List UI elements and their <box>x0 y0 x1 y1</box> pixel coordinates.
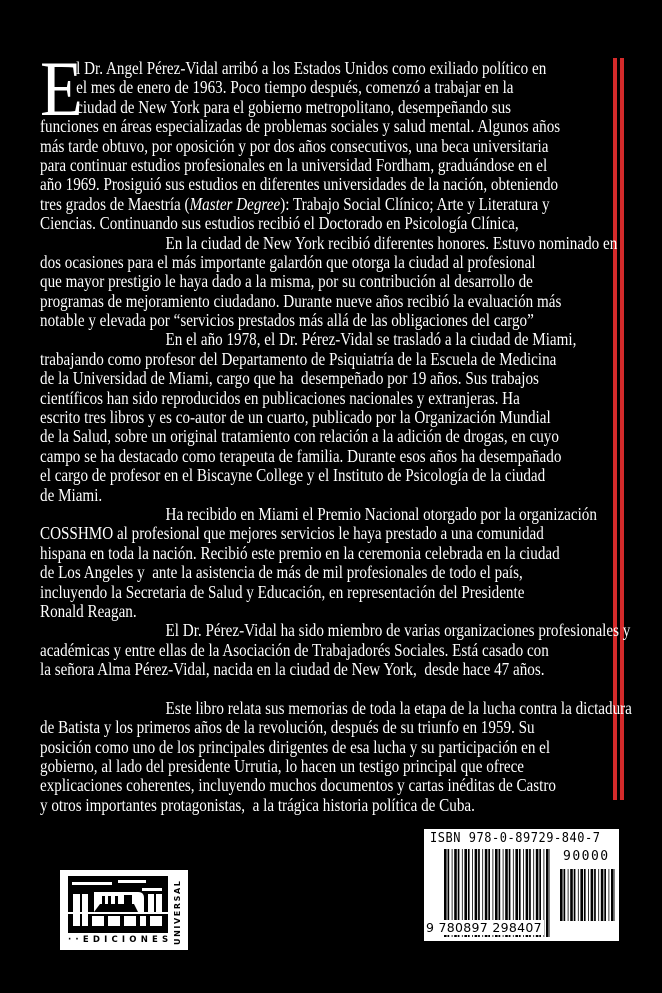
price-addon-digits: 90000 <box>563 849 610 864</box>
ean-digits: 9 780897 298407 <box>426 920 542 935</box>
text-line: la señora Alma Pérez-Vidal, nacida en la ciudad de New York, desde hace 47 años. <box>40 659 545 680</box>
text-line: Este libro relata sus memorias de toda la etapa de la lucha contra la dictadura <box>165 697 632 718</box>
text-line: escrito tres libros y es co-autor de un cuarto, publicado por la Organización Mundial <box>40 407 551 428</box>
text-line: gobierno, al lado del presidente Urrutia, lo hacen un testigo principal que ofrece <box>40 756 525 777</box>
red-accent-bar-left <box>613 58 617 800</box>
drop-cap-letter: E <box>40 45 83 132</box>
isbn-barcode <box>424 829 619 941</box>
text-line: tres grados de Maestría (Master Degree): Trabajo Social Clínico; Arte y Literatura y <box>40 193 550 214</box>
text-line: el mes de enero de 1963. Poco tiempo después, comenzó a trabajar en la <box>76 77 514 98</box>
text-line: funciones en áreas especializadas de problemas sociales y salud mental. Algunos años <box>40 116 561 137</box>
text-line: trabajando como profesor del Departamento de Psiquiatría de la Escuela de Medicina <box>40 348 557 369</box>
isbn-label: ISBN 978-0-89729-840-7 <box>430 831 601 846</box>
text-line: de Batista y los primeros años de la revolución, después de su triunfo en 1959. Su <box>40 717 535 738</box>
text-line: notable y elevada por “servicios prestados más allá de las obligaciones del cargo” <box>40 310 534 331</box>
text-line: académicas y entre ellas de la Asociación de Trabajadorés Sociales. Está casado con <box>40 639 549 660</box>
addon-barcode-bars <box>560 869 615 921</box>
text-line: incluyendo la Secretaria de Salud y Educación, en representación del Presidente <box>40 581 525 602</box>
logo-building-icon <box>68 876 168 933</box>
text-line: para continuar estudios profesionales en la universidad Fordham, graduándose en el <box>40 154 548 175</box>
text-line: En el año 1978, el Dr. Pérez-Vidal se trasladó a la ciudad de Miami, <box>165 329 577 350</box>
text-line: dos ocasiones para el más importante galardón que otorga la ciudad al profesional <box>40 251 536 272</box>
text-line: año 1969. Prosiguió sus estudios en diferentes universidades de la nación, obteniendo <box>40 174 559 195</box>
blank-line <box>40 680 530 699</box>
text-line: COSSHMO al profesional que mejores servicios le haya prestado a una comunidad <box>40 523 544 544</box>
text-line: de Miami. <box>40 484 103 505</box>
text-line: Ciencias. Continuando sus estudios recibió el Doctorado en Psicología Clínica, <box>40 213 519 234</box>
cover-text-body <box>40 58 632 815</box>
text-line: que mayor prestigio le haya dado a la misma, por su contribución al desarrollo de <box>40 271 533 292</box>
text-line: y otros importantes protagonistas, a la trágica historia política de Cuba. <box>40 794 475 815</box>
text-line: explicaciones coherentes, incluyendo muchos documentos y cartas inéditas de Castro <box>40 775 556 796</box>
red-accent-bar-right <box>620 58 624 800</box>
logo-universal-text: UNIVERSAL <box>173 879 182 945</box>
text-line: el cargo de profesor en el Biscayne College y el Instituto de Psicología de la ciudad <box>40 465 546 486</box>
text-line: posición como uno de los principales dirigentes de esa lucha y su participación en el <box>40 736 551 757</box>
publisher-logo <box>60 870 188 950</box>
text-line: Ha recibido en Miami el Premio Nacional otorgado por la organización <box>165 503 597 524</box>
text-line: hispana en toda la nación. Recibió este premio en la ceremonia celebrada en la ciudad <box>40 542 560 563</box>
text-line: de la Universidad de Miami, cargo que ha desempeñado por 19 años. Sus trabajos <box>40 368 539 389</box>
text-line: científicos han sido reproducidos en publicaciones nacionales y extranjeras. Ha <box>40 387 520 408</box>
text-line: ciudad de New York para el gobierno metropolitano, desempeñando sus <box>76 96 512 117</box>
text-line: En la ciudad de New York recibió diferentes honores. Estuvo nominado en <box>165 232 618 253</box>
text-line: El Dr. Pérez-Vidal ha sido miembro de varias organizaciones profesionales y <box>165 620 631 641</box>
text-line: programas de mejoramiento ciudadano. Durante nueve años recibió la evaluación más <box>40 290 562 311</box>
text-line: l Dr. Angel Pérez-Vidal arribó a los Estados Unidos como exiliado político en <box>76 58 547 78</box>
text-line: campo se ha destacado como terapeuta de familia. Durante esos años ha desempañado <box>40 445 562 466</box>
text-line: de Los Angeles y ante la asistencia de más de mil profesionales de todo el país, <box>40 562 523 583</box>
text-line: de la Salud, sobre un original tratamiento con relación a la adición de drogas, en cuyo <box>40 426 559 447</box>
text-line: Ronald Reagan. <box>40 600 137 621</box>
logo-ediciones-text: ··EDICIONES <box>68 935 173 945</box>
text-line: más tarde obtuvo, por oposición y por dos años consecutivos, una beca universitaria <box>40 135 549 156</box>
